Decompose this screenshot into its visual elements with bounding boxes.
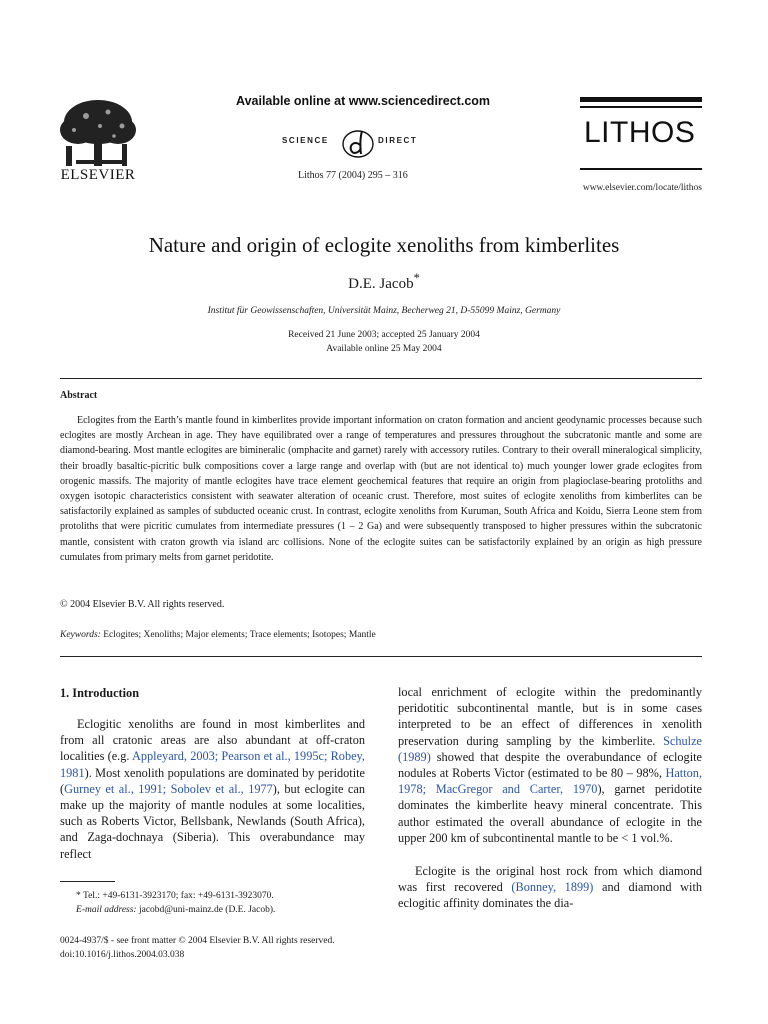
journal-url-link[interactable]: www.elsevier.com/locate/lithos (582, 183, 702, 193)
citation-link[interactable]: Hatton, 1978; MacGregor and Carter, 1970 (398, 766, 702, 797)
author-footnote-mark[interactable]: * (413, 271, 420, 285)
paragraph-text: ), but eclogite can make up the majority of mantle nodules at some localities, such as Roberts Victor, Bellsbank, Newlands (South Africa), and Zaga-dochnaya (Siberia). This overabundance may reflect (60, 781, 365, 861)
journal-rule-thin (580, 106, 702, 108)
email-label: E-mail address: (76, 905, 137, 915)
paragraph-text: and diamond with eclogitic affinity dominates the dia- (398, 880, 703, 911)
journal-rule-top (580, 97, 702, 102)
front-matter-line: 0024-4937/$ - see front matter © 2004 Elsevier B.V. All rights reserved. (60, 936, 335, 946)
footnote-rule (60, 881, 115, 882)
available-date: Available online 25 May 2004 (326, 344, 442, 354)
journal-rule-bottom (580, 168, 702, 170)
author-affiliation: Institut für Geowissenschaften, Universität Mainz, Becherweg 21, D-55099 Mainz, Germany (207, 306, 561, 316)
paragraph-text: ). Most xenolith populations are dominated by peridotite ( (60, 765, 365, 796)
paragraph-text: showed that despite the overabundance of eclogite nodules at Roberts Victor (estimated to be 80 – 98%, (398, 749, 702, 781)
abstract-copyright: © 2004 Elsevier B.V. All rights reserved. (60, 599, 225, 610)
sciencedirect-left-text: SCIENCE (282, 136, 329, 145)
sciencedirect-logo (282, 126, 452, 160)
keywords-label: Keywords: (60, 630, 101, 640)
abstract-heading: Abstract (60, 390, 98, 401)
intro-paragraph-2 (398, 684, 702, 846)
citation-link[interactable]: Gurney et al., 1991; Sobolev et al., 1977 (64, 781, 273, 796)
citation-link[interactable]: Schulze (1989) (398, 733, 702, 764)
author-line (0, 271, 768, 293)
email-link[interactable]: jacobd@uni-mainz.de (D.E. Jacob). (138, 905, 276, 915)
sciencedirect-right-text: DIRECT (378, 136, 418, 145)
section-heading: 1. Introduction (60, 686, 140, 700)
citation-link[interactable]: (Bonney, 1899) (511, 880, 594, 895)
intro-paragraph-3 (398, 863, 702, 912)
footnote-contact: * Tel.: +49-6131-3923170; fax: +49-6131-3923070. (76, 891, 274, 901)
sciencedirect-d-icon (341, 126, 375, 160)
received-date: Received 21 June 2003; accepted 25 January 2004 (288, 330, 480, 340)
journal-citation: Lithos 77 (2004) 295 – 316 (298, 170, 408, 181)
article-title: Nature and origin of eclogite xenoliths from kimberlites (148, 233, 620, 257)
paragraph-text: Eclogitic xenoliths are found in most kimberlites and from all cratonic areas are also abundant at off-craton localities (e.g. (60, 717, 365, 764)
keywords-list: Eclogites; Xenoliths; Major elements; Trace elements; Isotopes; Mantle (103, 630, 376, 640)
abstract-body: Eclogites from the Earth’s mantle found in kimberlites provide important information on craton formation and ancient geodynamic processes because such eclogites are mostly Archean in age. They have equilibrated over a range of temperatures and pressures throughout the subcratonic mantle and some are diamond-bearing. Most mantle eclogites are bimineralic (omphacite and garnet) rarely with accessory rutiles. Contrary to their overall mineralogical simplicity, their broadly basaltic-picritic bulk compositions cover a large range and overlap with (but are not identical to) much younger lower grade eclogites from orogenic massifs. The majority of mantle eclogites have trace element geochemical features that require an origin from plagioclase-bearing protoliths and oxygen isotopic characteristics consistent with seawater alteration of oceanic crust. Therefore, most suites of eclogite xenoliths from kimberlites can be satisfactorily explained as samples of subducted oceanic crust. In contrast, eclogite xenoliths from Kuruman, South Africa and Koidu, Sierra Leone stem from protoliths that were picritic cumulates from intermediate pressures (1 – 2 Ga) and were subsequently transposed to higher pressures within the subcratonic mantle, consistent with craton growth via island arc collisions. None of the eclogite suites can be satisfactorily explained by an origin as high pressure cumulates from primary melts from garnet peridotite. (60, 415, 702, 563)
paragraph-text: Eclogite is the original host rock from which diamond was first recovered (398, 864, 702, 895)
abstract-top-rule (60, 378, 702, 379)
keywords-line (60, 630, 376, 640)
intro-paragraph-1 (60, 716, 365, 862)
available-online-link[interactable]: Available online at www.sciencedirect.com (236, 94, 491, 108)
doi-link[interactable]: doi:10.1016/j.lithos.2004.03.038 (60, 950, 185, 960)
paragraph-text: ), garnet peridotite dominates the kimberlite heavy mineral concentrate. This author estimated the overall abundance of eclogite in the upper 200 km of subcontinental mantle to be < 1 vol.%. (398, 782, 702, 845)
publisher-name: ELSEVIER (60, 167, 136, 183)
citation-link[interactable]: Appleyard, 2003; Pearson et al., 1995c; Robey, 1981 (60, 749, 365, 780)
abstract-bottom-rule (60, 656, 702, 657)
journal-name: LITHOS (584, 116, 696, 149)
footnote-email (76, 903, 275, 917)
author-name[interactable]: D.E. Jacob (348, 276, 414, 292)
article-dates (0, 328, 768, 356)
paragraph-text: local enrichment of eclogite within the predominantly peridotitic subcontinental mantle, but is in some cases interpreted to be an effect of differences in xenolith preservation during sampling by the kimberlite. (398, 685, 702, 748)
